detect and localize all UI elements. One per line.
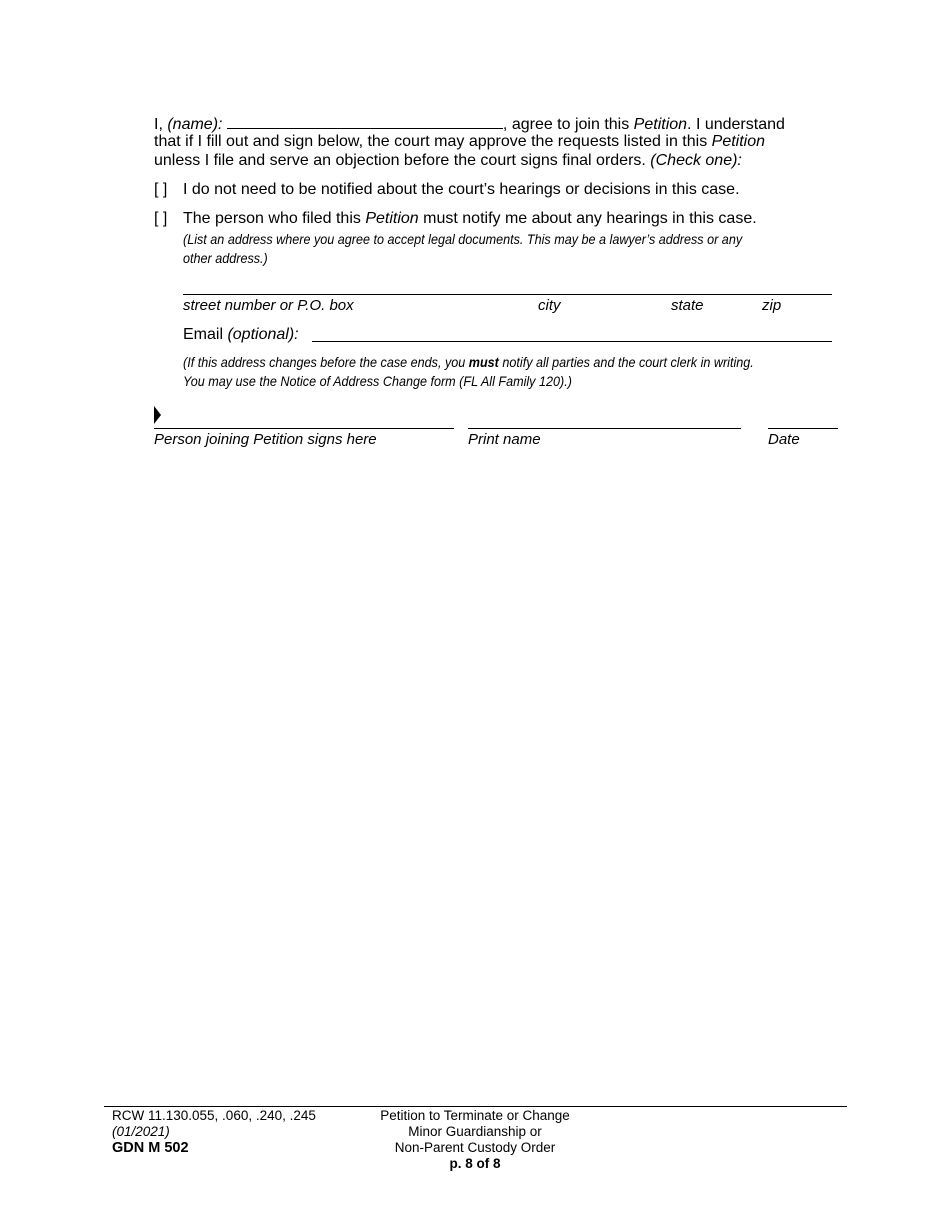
sign-here-arrow-icon [154,406,161,424]
email-label: Email (optional): [183,326,299,343]
option2-text: The person who filed this Petition must notify me about any hearings in this case. [183,210,757,227]
footer-rcw: RCW 11.130.055, .060, .240, .245 [112,1108,316,1123]
signature-label: Person joining Petition signs here [154,431,377,448]
option2-note-1: (List an address where you agree to accept legal documents. This may be a lawyer’s address or any [183,231,743,247]
print-name-line[interactable] [468,428,741,429]
option2-checkbox[interactable]: [ ] [154,210,168,227]
address-change-notice-2: You may use the Notice of Address Change form (FL All Family 120).) [183,373,572,389]
street-label: street number or P.O. box [183,297,354,314]
footer-form-code: GDN M 502 [112,1140,189,1156]
footer-date: (01/2021) [112,1124,170,1139]
date-line[interactable] [768,428,838,429]
intro-line-2: that if I fill out and sign below, the court may approve the requests listed in this Petition [154,133,766,150]
footer-page-number: p. 8 of 8 [449,1156,501,1171]
date-label: Date [768,431,800,448]
option2-note-2: other address.) [183,250,268,266]
footer-title-2: Minor Guardianship or [408,1124,542,1139]
option1-text: I do not need to be notified about the court’s hearings or decisions in this case. [183,181,740,198]
zip-label: zip [762,297,782,314]
footer-rule [104,1106,847,1107]
address-change-notice-1: (If this address changes before the case ends, you must notify all parties and the court clerk in writing. [183,354,754,370]
name-field[interactable] [227,113,503,129]
address-line[interactable] [183,294,832,295]
option1-checkbox[interactable]: [ ] [154,181,168,198]
signature-line[interactable] [154,428,454,429]
email-field[interactable] [312,341,832,342]
intro-line-3: unless I file and serve an objection before the court signs final orders. (Check one): [154,152,742,169]
footer-title-1: Petition to Terminate or Change [380,1108,570,1123]
state-label: state [671,297,704,314]
print-name-label: Print name [468,431,541,448]
intro-line-1: I, (name): , agree to join this Petition. I understand [154,113,785,134]
footer-title-3: Non-Parent Custody Order [394,1140,556,1155]
city-label: city [538,297,561,314]
